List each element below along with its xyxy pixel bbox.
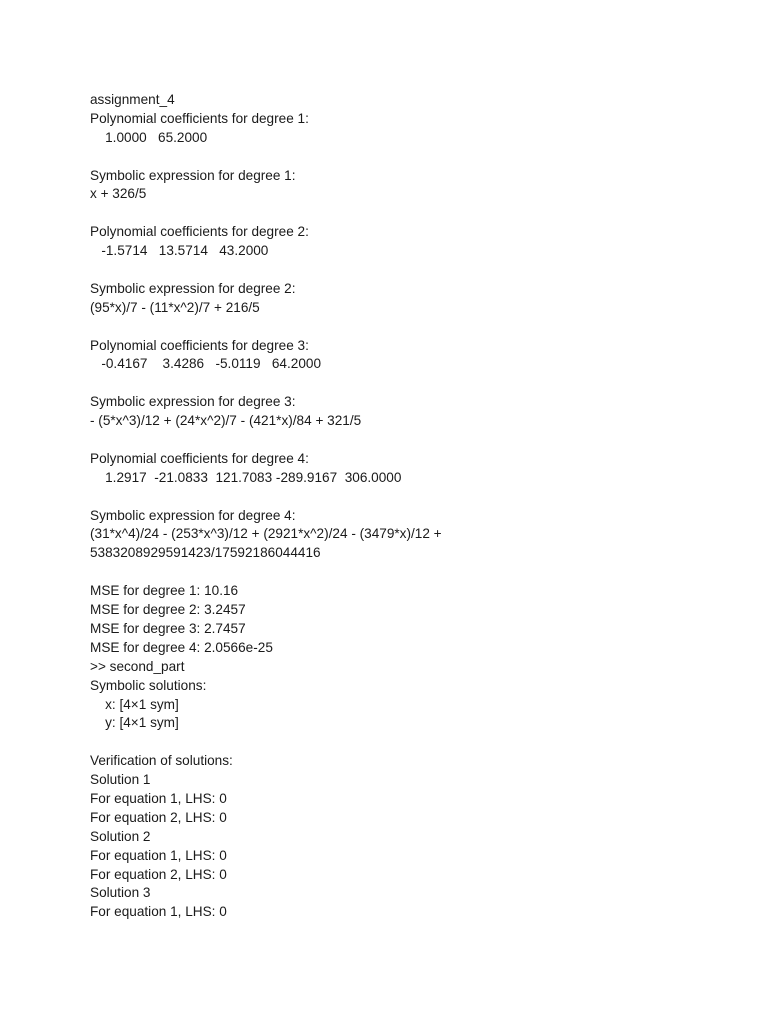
symbolic-expression-degree-4-continued: 5383208929591423/17592186044416	[90, 545, 321, 561]
coefficients-heading-degree-2: Polynomial coefficients for degree 2:	[90, 224, 309, 240]
coefficients-values-degree-4: 1.2917 -21.0833 121.7083 -289.9167 306.0000	[90, 469, 402, 485]
blank-line	[90, 318, 750, 337]
solution-2-equation-2-lhs: For equation 2, LHS: 0	[90, 866, 227, 882]
symbolic-heading-degree-2: Symbolic expression for degree 2:	[90, 280, 296, 296]
solution-1-heading: Solution 1	[90, 772, 151, 788]
blank-line	[90, 261, 750, 280]
solution-2-heading: Solution 2	[90, 828, 151, 844]
solution-x-field: x: [4×1 sym]	[90, 696, 179, 712]
symbolic-expression-degree-2: (95*x)/7 - (11*x^2)/7 + 216/5	[90, 299, 260, 315]
blank-line	[90, 488, 750, 507]
blank-line	[90, 148, 750, 167]
coefficients-values-degree-3: -0.4167 3.4286 -5.0119 64.2000	[90, 356, 322, 372]
script-name-line: assignment_4	[90, 92, 175, 107]
symbolic-expression-degree-1: x + 326/5	[90, 186, 147, 202]
solution-2-equation-1-lhs: For equation 1, LHS: 0	[90, 847, 227, 863]
solution-3-equation-1-lhs: For equation 1, LHS: 0	[90, 904, 227, 920]
coefficients-heading-degree-3: Polynomial coefficients for degree 3:	[90, 337, 309, 353]
coefficients-heading-degree-4: Polynomial coefficients for degree 4:	[90, 450, 309, 466]
mse-degree-3: MSE for degree 3: 2.7457	[90, 620, 246, 636]
symbolic-heading-degree-1: Symbolic expression for degree 1:	[90, 167, 296, 183]
blank-line	[90, 733, 750, 752]
blank-line	[90, 563, 750, 582]
blank-line	[90, 431, 750, 450]
blank-line	[90, 374, 750, 393]
solution-1-equation-1-lhs: For equation 1, LHS: 0	[90, 790, 227, 806]
verification-heading: Verification of solutions:	[90, 753, 233, 769]
symbolic-expression-degree-4: (31*x^4)/24 - (253*x^3)/12 + (2921*x^2)/24 - (3479*x)/12 +	[90, 526, 442, 542]
mse-degree-4: MSE for degree 4: 2.0566e-25	[90, 639, 273, 655]
solution-1-equation-2-lhs: For equation 2, LHS: 0	[90, 809, 227, 825]
mse-degree-1: MSE for degree 1: 10.16	[90, 583, 239, 599]
coefficients-values-degree-2: -1.5714 13.5714 43.2000	[90, 243, 269, 259]
command-prompt-line: >> second_part	[90, 658, 185, 674]
command-window-output	[90, 91, 750, 922]
symbolic-heading-degree-4: Symbolic expression for degree 4:	[90, 507, 296, 523]
blank-line	[90, 204, 750, 223]
symbolic-solutions-heading: Symbolic solutions:	[90, 677, 207, 693]
solution-y-field: y: [4×1 sym]	[90, 715, 179, 731]
coefficients-heading-degree-1: Polynomial coefficients for degree 1:	[90, 110, 309, 126]
mse-degree-2: MSE for degree 2: 3.2457	[90, 602, 246, 618]
symbolic-heading-degree-3: Symbolic expression for degree 3:	[90, 394, 296, 410]
solution-3-heading: Solution 3	[90, 885, 151, 901]
symbolic-expression-degree-3: - (5*x^3)/12 + (24*x^2)/7 - (421*x)/84 + 321/5	[90, 413, 362, 429]
coefficients-values-degree-1: 1.0000 65.2000	[90, 129, 208, 145]
